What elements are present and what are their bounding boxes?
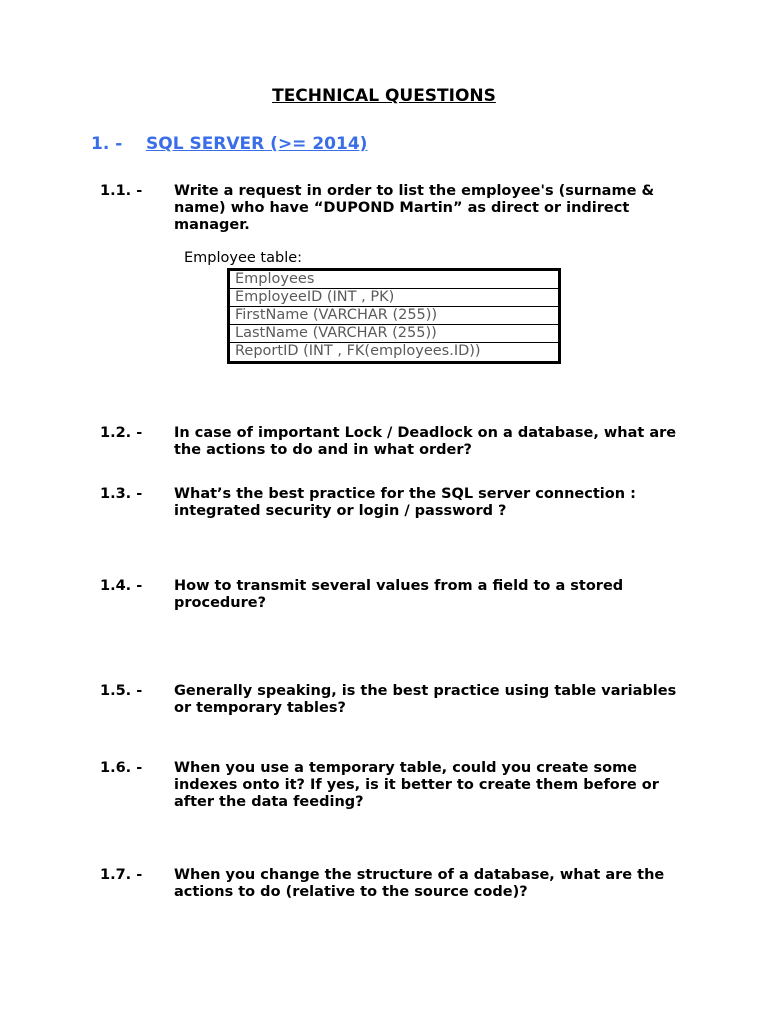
question-1-6 bbox=[100, 760, 690, 811]
section-number: 1. - bbox=[91, 134, 123, 154]
question-1-2 bbox=[100, 425, 690, 459]
question-number: 1.2. - bbox=[100, 425, 143, 441]
question-text: In case of important Lock / Deadlock on a database, what are the actions to do and in what order? bbox=[174, 425, 677, 458]
table-row: FirstName (VARCHAR (255)) bbox=[230, 307, 558, 325]
question-number: 1.3. - bbox=[100, 486, 143, 502]
question-1-7 bbox=[100, 867, 690, 901]
question-1-4 bbox=[100, 578, 690, 612]
question-1-1 bbox=[100, 183, 690, 234]
question-text: When you change the structure of a database, what are the actions to do (relative to the source code)? bbox=[174, 867, 665, 900]
table-row: EmployeeID (INT , PK) bbox=[230, 289, 558, 307]
table-row: Employees bbox=[230, 271, 558, 289]
question-text: Write a request in order to list the employee's (surname & name) who have “DUPOND Martin” as direct or indirect manager. bbox=[174, 183, 655, 233]
question-text: When you use a temporary table, could you create some indexes onto it? If yes, is it better to create them before or after the data feeding? bbox=[174, 760, 659, 810]
question-number: 1.4. - bbox=[100, 578, 143, 594]
section-label: SQL SERVER (>= 2014) bbox=[146, 134, 368, 154]
question-text: What’s the best practice for the SQL server connection : integrated security or login / password ? bbox=[174, 486, 636, 519]
question-number: 1.7. - bbox=[100, 867, 143, 883]
table-row: LastName (VARCHAR (255)) bbox=[230, 325, 558, 343]
employee-table bbox=[227, 268, 561, 364]
question-text: Generally speaking, is the best practice using table variables or temporary tables? bbox=[174, 683, 677, 716]
question-number: 1.6. - bbox=[100, 760, 143, 776]
question-text: How to transmit several values from a field to a stored procedure? bbox=[174, 578, 624, 611]
question-number: 1.5. - bbox=[100, 683, 143, 699]
table-caption: Employee table: bbox=[184, 250, 303, 266]
question-1-3 bbox=[100, 486, 690, 520]
question-number: 1.1. - bbox=[100, 183, 143, 199]
question-1-5 bbox=[100, 683, 690, 717]
section-heading bbox=[91, 134, 367, 154]
table-row: ReportID (INT , FK(employees.ID)) bbox=[235, 343, 481, 359]
document-title: TECHNICAL QUESTIONS bbox=[272, 86, 496, 106]
